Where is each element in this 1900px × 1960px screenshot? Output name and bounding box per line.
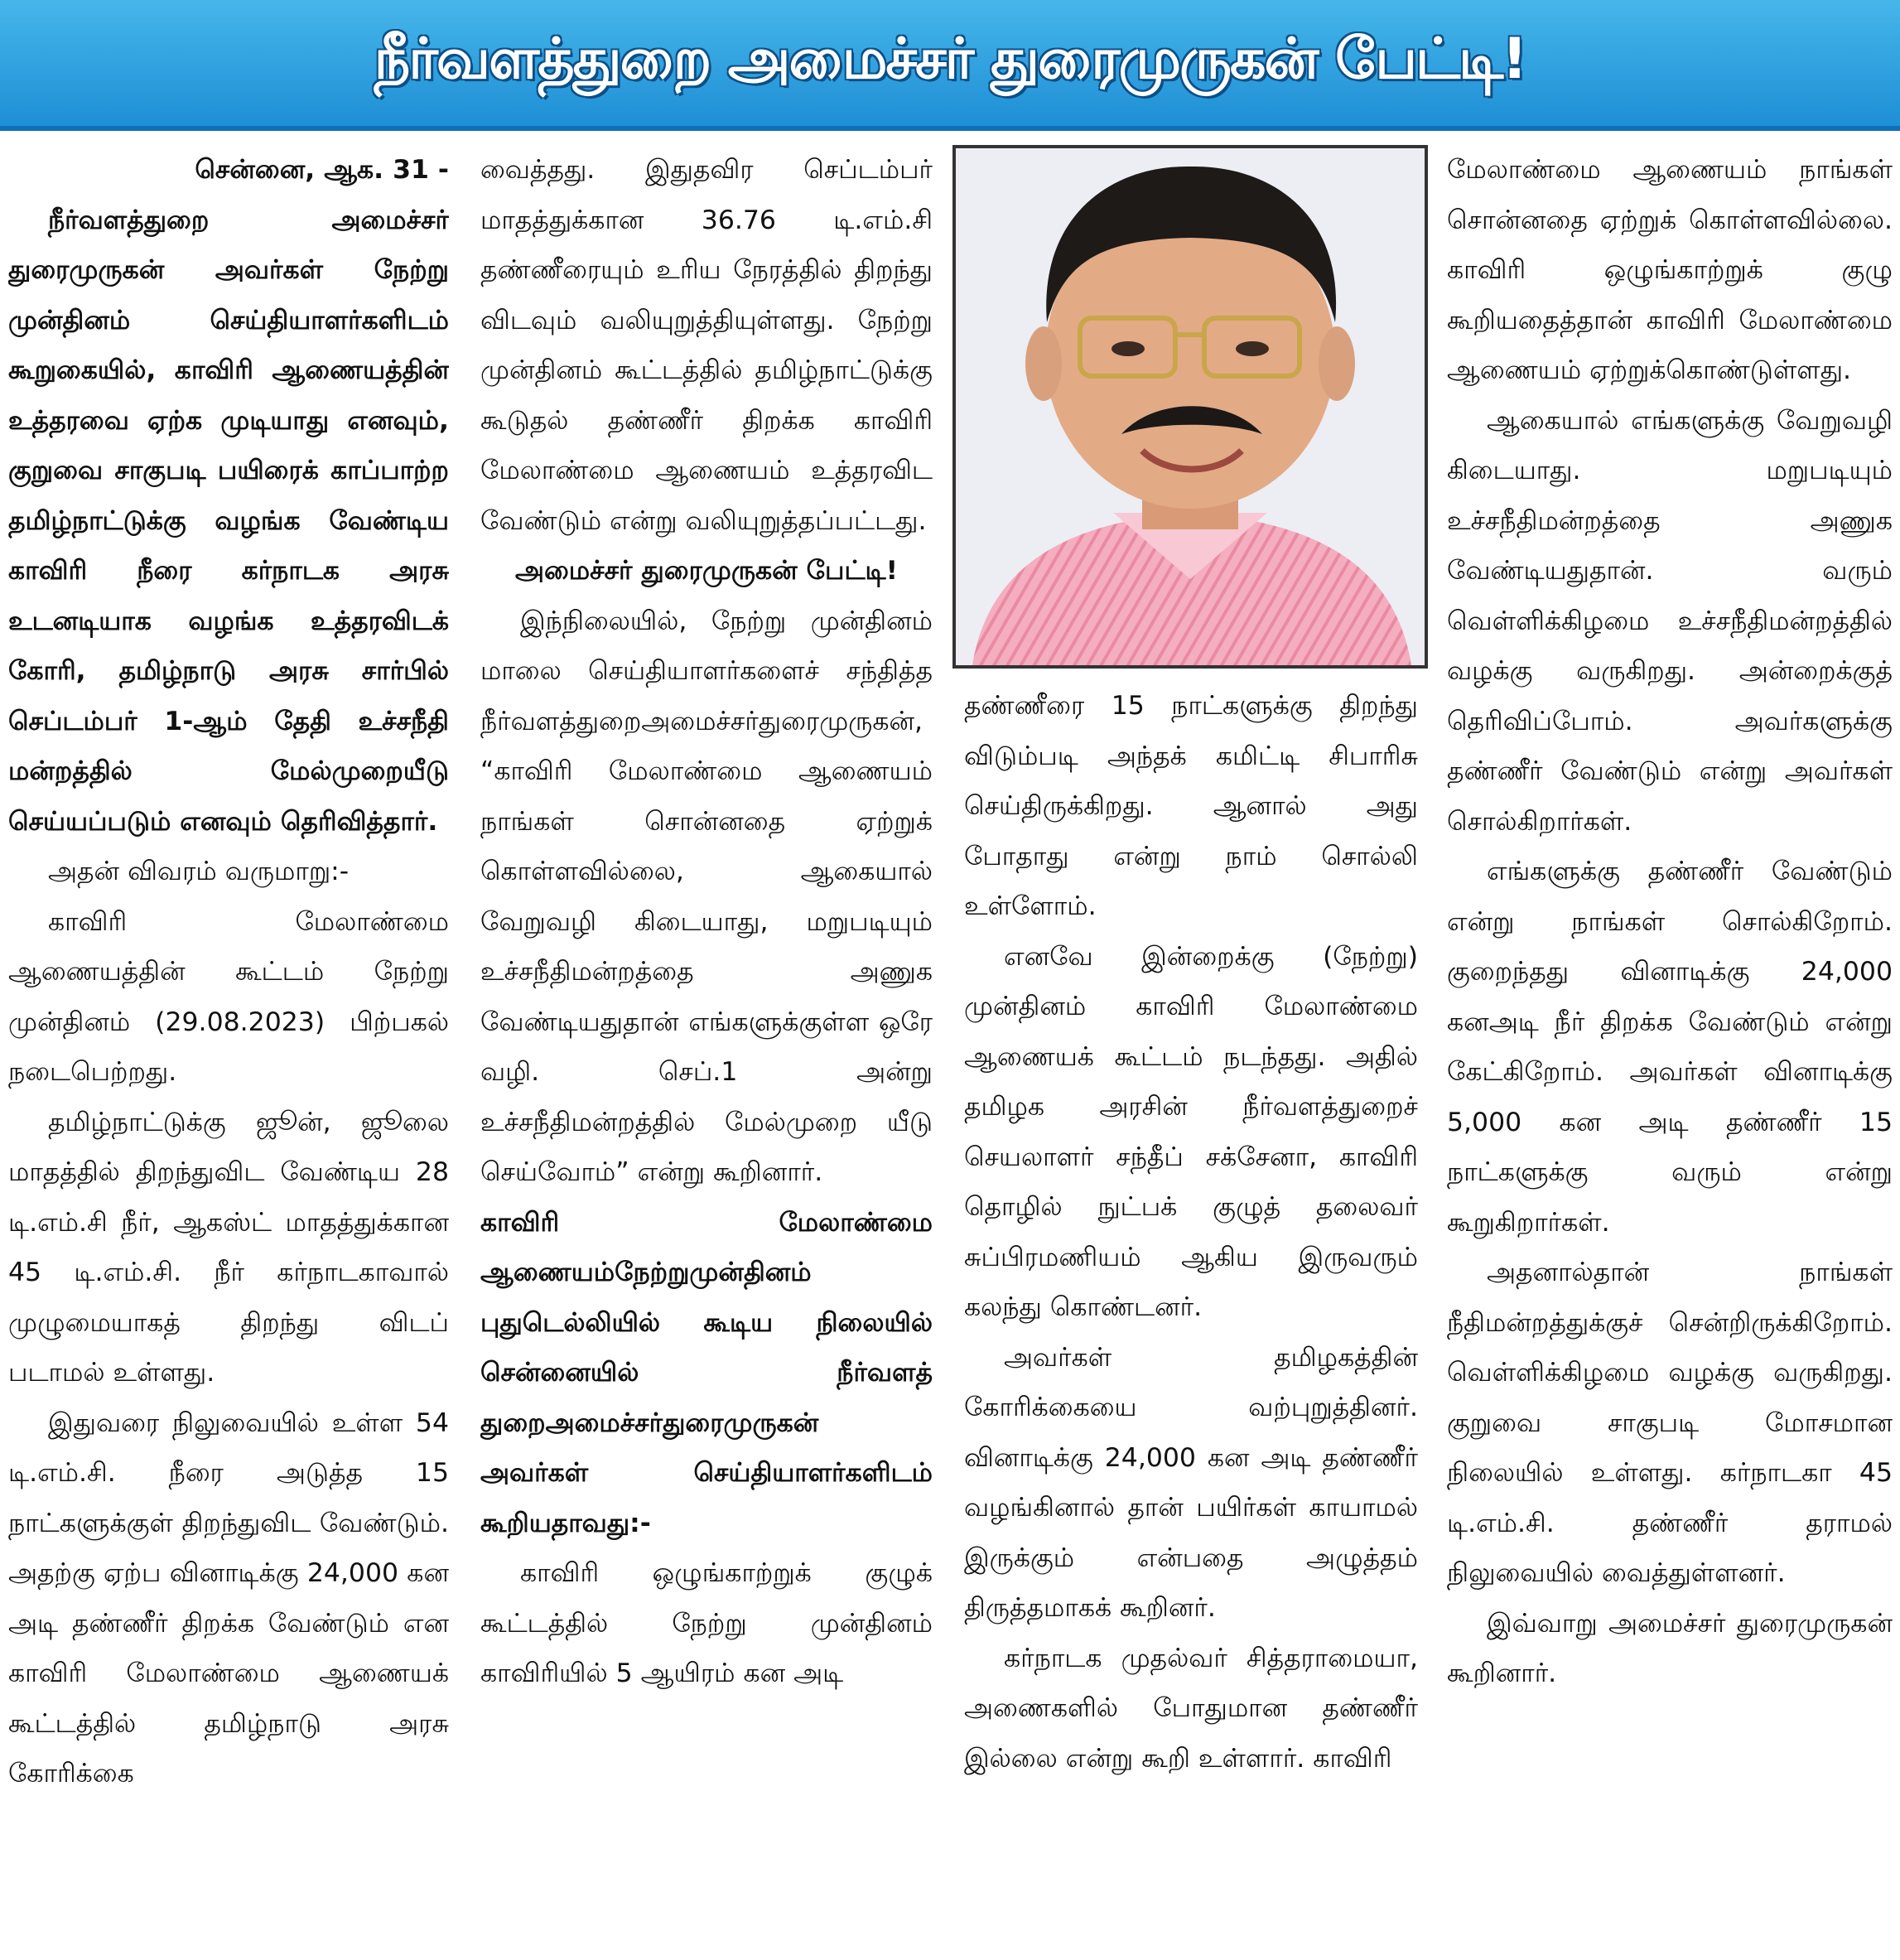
paragraph: தண்ணீரை 15 நாட்களுக்கு திறந்து விடும்படி அந்தக் கமிட்டி சிபாரிசு செய்திருக்கிறது. ஆனால் அது போதாது என்று நாம் சொல்லி உள்ளோம். bbox=[964, 691, 1418, 921]
paragraph: காவிரி மேலாண்மை ஆணையத்தின் கூட்டம் நேற்று முன்தினம் (29.08.2023) பிற்பகல் நடைபெற்றது. bbox=[8, 906, 449, 1087]
column-2 bbox=[480, 145, 933, 1951]
paragraph: இந்நிலையில், நேற்று முன்தினம் மாலை செய்தியாளர்களைச் சந்தித்த நீர்வளத்துறைஅமைச்சர்துரைமுருகன், “காவிரி மேலாண்மை ஆணையம் நாங்கள் சொன்னதை ஏற்றுக் கொள்ளவில்லை, ஆகையால் வேறுவழி கிடையாது, மறுபடியும் உச்சநீதிமன்றத்தை அணுக வேண்டியதுதான் எங்களுக்குள்ள ஒரே வழி. செப்.1 அன்று உச்சநீதிமன்றத்தில் மேல்முறை யீடு செய்வோம்” என்று கூறினார். bbox=[480, 606, 933, 1187]
bold-paragraph-rest: ஆணையம்நேற்றுமுன்தினம் புதுடெல்லியில் கூடிய நிலையில் சென்னையில் நீர்வளத் துறைஅமைச்சர்துரைமுருகன் அவர்கள் செய்தியாளர்களிடம் கூறியதாவது:- bbox=[480, 1258, 933, 1538]
minister-photo bbox=[952, 145, 1428, 669]
sub-heading: அமைச்சர் துரைமுருகன் பேட்டி! bbox=[514, 556, 898, 586]
closing-paragraph: இவ்வாறு அமைச்சர் துரைமுருகன் கூறினார். bbox=[1447, 1608, 1893, 1688]
paragraph: அதன் விவரம் வருமாறு:- bbox=[48, 857, 350, 886]
paragraph: இதுவரை நிலுவையில் உள்ள 54 டி.எம்.சி. நீரை அடுத்த 15 நாட்களுக்குள் திறந்துவிட வேண்டும். அதற்கு ஏற்ப வினாடிக்கு 24,000 கன அடி தண்ணீர் திறக்க வேண்டும் என காவிரி மேலாண்மை ஆணையக் கூட்டத்தில் தமிழ்நாடு அரசு கோரிக்கை bbox=[8, 1407, 449, 1789]
paragraph: அவர்கள் தமிழகத்தின் கோரிக்கையை வற்புறுத்தினர். வினாடிக்கு 24,000 கன அடி தண்ணீர் வழங்கினால் தான் பயிர்கள் காயாமல் இருக்கும் என்பதை அழுத்தம் திருத்தமாகக் கூறினர். bbox=[964, 1342, 1418, 1623]
column-1 bbox=[8, 145, 449, 1951]
bold-paragraph bbox=[480, 1198, 933, 1549]
paragraph: ஆகையால் எங்களுக்கு வேறுவழி கிடையாது. மறுபடியும் உச்சநீதிமன்றத்தை அணுக வேண்டியதுதான். வரும் வெள்ளிக்கிழமை உச்சநீதிமன்றத்தில் வழக்கு வருகிறது. அன்றைக்குத் தெரிவிப்போம். அவர்களுக்கு தண்ணீர் வேண்டும் என்று அவர்கள் சொல்கிறார்கள். bbox=[1447, 405, 1893, 837]
column-4 bbox=[1447, 145, 1893, 1951]
paragraph: காவிரி ஒழுங்காற்றுக் குழுக் கூட்டத்தில் நேற்று முன்தினம் காவிரியில் 5 ஆயிரம் கன அடி bbox=[480, 1558, 933, 1688]
paragraph: எனவே இன்றைக்கு (நேற்று) முன்தினம் காவிரி மேலாண்மை ஆணையக் கூட்டம் நடந்தது. அதில் தமிழக அரசின் நீர்வளத்துறைச் செயலாளர் சந்தீப் சக்சேனா, காவிரி தொழில் நுட்பக் குழுத் தலைவர் சுப்பிரமணியம் ஆகிய இருவரும் கலந்து கொண்டனர். bbox=[964, 941, 1418, 1322]
paragraph: அதனால்தான் நாங்கள் நீதிமன்றத்துக்குச் சென்றிருக்கிறோம். வெள்ளிக்கிழமை வழக்கு வருகிறது. குறுவை சாகுபடி மோசமான நிலையில் உள்ளது. கர்நாடகா 45 டி.எம்.சி. தண்ணீர் தராமல் நிலுவையில் வைத்துள்ளனர். bbox=[1447, 1258, 1893, 1588]
paragraph: எங்களுக்கு தண்ணீர் வேண்டும் என்று நாங்கள் சொல்கிறோம். குறைந்தது வினாடிக்கு 24,000 கனஅடி நீர் திறக்க வேண்டும் என்று கேட்கிறோம். அவர்கள் வினாடிக்கு 5,000 கன அடி தண்ணீர் 15 நாட்களுக்கு வரும் என்று கூறுகிறார்கள். bbox=[1447, 857, 1893, 1238]
paragraph: தமிழ்நாட்டுக்கு ஜூன், ஜூலை மாதத்தில் திறந்துவிட வேண்டிய 28 டி.எம்.சி நீர், ஆகஸ்ட் மாதத்துக்கான 45 டி.எம்.சி. நீர் கர்நாடகாவால் முழுமையாகத் திறந்து விடப் படாமல் உள்ளது. bbox=[8, 1107, 449, 1388]
paragraph: கர்நாடக முதல்வர் சித்தராமையா, அணைகளில் போதுமான தண்ணீர் இல்லை என்று கூறி உள்ளார். காவிரி bbox=[964, 1643, 1418, 1774]
headline-banner bbox=[0, 0, 1900, 131]
dateline: சென்னை, ஆக. 31 - bbox=[195, 155, 449, 185]
bold-paragraph-first: காவிரி மேலாண்மை bbox=[480, 1207, 933, 1238]
paragraph: மேலாண்மை ஆணையம் நாங்கள் சொன்னதை ஏற்றுக் கொள்ளவில்லை. காவிரி ஒழுங்காற்றுக் குழு கூறியதைத்தான் காவிரி மேலாண்மை ஆணையம் ஏற்றுக்கொண்டுள்ளது. bbox=[1447, 155, 1893, 385]
headline: நீர்வளத்துறை அமைச்சர் துரைமுருகன் பேட்டி! bbox=[374, 27, 1526, 92]
column-3 bbox=[964, 681, 1418, 1951]
lead-paragraph: நீர்வளத்துறை அமைச்சர் துரைமுருகன் அவர்கள் நேற்று முன்தினம் செய்தியாளர்களிடம் கூறுகையில், காவிரி ஆணையத்தின் உத்தரவை ஏற்க முடியாது எனவும், குறுவை சாகுபடி பயிரைக் காப்பாற்ற தமிழ்நாட்டுக்கு வழங்க வேண்டிய காவிரி நீரை கர்நாடக அரசு உடனடியாக வழங்க உத்தரவிடக் கோரி, தமிழ்நாடு அரசு சார்பில் செப்டம்பர் 1-ஆம் தேதி உச்சநீதி மன்றத்தில் மேல்முறையீடு செய்யப்படும் எனவும் தெரிவித்தார். bbox=[8, 205, 449, 837]
paragraph: வைத்தது. இதுதவிர செப்டம்பர் மாதத்துக்கான 36.76 டி.எம்.சி தண்ணீரையும் உரிய நேரத்தில் திறந்து விடவும் வலியுறுத்தியுள்ளது. நேற்று முன்தினம் கூட்டத்தில் தமிழ்நாட்டுக்கு கூடுதல் தண்ணீர் திறக்க காவிரி மேலாண்மை ஆணையம் உத்தரவிட வேண்டும் என்று வலியுறுத்தப்பட்டது. bbox=[480, 155, 933, 536]
